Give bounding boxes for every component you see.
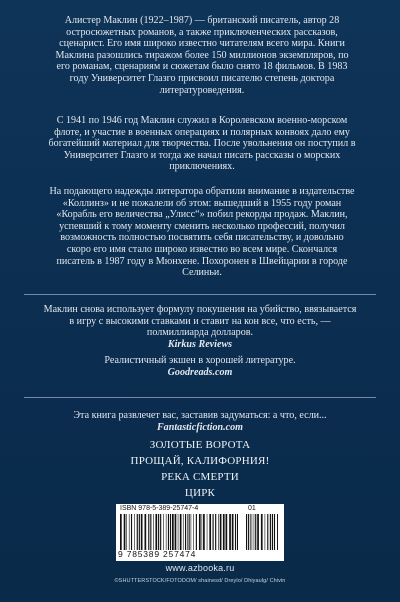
barcode-bar [267, 514, 268, 550]
barcode-bar [220, 514, 222, 550]
barcode-bar [209, 514, 211, 550]
bio-paragraph-3: На подающего надежды литератора обратили внимание в издательстве «Коллинз» и не пожалели об этом: вышедший в 1955 году роман «Корабль его величества „Улисс“» побил рекорды продаж. Маклин, успевший к тому моменту сменить несколько профессий, получил возможность полностью посвятить себя писательству, и довольно скоро его имя стало широко известно во всем мире. Скончался писатель в 1987 году в Мюнхене. Похоронен в Швейцарии в городе Селиньи. [49, 186, 355, 279]
barcode-bars [120, 514, 238, 550]
barcode-bar [141, 514, 143, 550]
barcode-bar [163, 514, 164, 550]
barcode-bar [145, 514, 147, 550]
barcode-bar [248, 514, 249, 550]
barcode-bar [158, 514, 159, 550]
barcode-bar [207, 514, 208, 550]
barcode-bar [193, 514, 194, 550]
barcode [116, 504, 284, 561]
barcode-bar [172, 514, 174, 550]
barcode-bar [232, 514, 234, 550]
barcode-bar [246, 514, 247, 550]
quote-source: Goodreads.com [167, 366, 233, 378]
barcode-bar [175, 514, 177, 550]
barcode-bar [254, 514, 255, 550]
barcode-bar [185, 514, 186, 550]
barcode-bar [148, 514, 149, 550]
barcode-bar [168, 514, 169, 550]
bio-paragraph-2: С 1941 по 1946 год Маклин служил в Королевском военно-морском флоте, и участие в военных операциях и полярных конвоях дало ему богатейший материал для творчества. После увольнения он поступил в Университет Глазго и тогда же начал писать рассказы о морских приключениях. [48, 115, 356, 173]
barcode-bar [235, 514, 236, 550]
barcode-bar [277, 514, 278, 550]
barcode-bar [166, 514, 167, 550]
review-quote-1 [40, 304, 360, 350]
barcode-bar [226, 514, 228, 550]
barcode-bar [252, 514, 253, 550]
barcode-bar [189, 514, 190, 550]
barcode-bar [129, 514, 130, 550]
review-quote-2 [40, 355, 360, 378]
barcode-bar [218, 514, 219, 550]
separator-line [24, 294, 376, 295]
barcode-bar [199, 514, 201, 550]
ean-digits: 9 785389 257474 [118, 549, 197, 559]
barcode-bar [170, 514, 171, 550]
barcode-bar [131, 514, 132, 550]
bio-paragraph-1: Алистер Маклин (1922–1987) — британский писатель, автор 28 остросюжетных романов, а также приключенческих рассказов, сценарист. Его имя широко известно читателям всего мира. Книги Маклина разошлись тиражом более 150 миллионов экземпляров, по его романам, сценариям и сюжетам было снято 18 фильмов. В 1983 году Университет Глазго присвоил писателю степень доктора литературоведения. [55, 15, 349, 96]
barcode-addon-bars [246, 514, 278, 550]
barcode-bar [196, 514, 197, 550]
barcode-bar [202, 514, 203, 550]
barcode-bar [265, 514, 266, 550]
review-quote-3 [40, 410, 360, 433]
quote-text: Реалистичный экшен в хорошей литературе. [104, 355, 296, 366]
barcode-bar [183, 514, 184, 550]
barcode-bar [270, 514, 271, 550]
barcode-bar [126, 514, 127, 550]
barcode-bar [120, 514, 122, 550]
barcode-bar [213, 514, 214, 550]
barcode-bar [137, 514, 138, 550]
quote-source: Fantasticfiction.com [156, 421, 244, 433]
barcode-addon-label: 01 [248, 505, 256, 512]
barcode-bar [124, 514, 126, 550]
barcode-bar [250, 514, 251, 550]
barcode-bar [255, 514, 256, 550]
separator-line [24, 397, 376, 398]
barcode-bar [272, 514, 273, 550]
barcode-bar [223, 514, 225, 550]
barcode-bar [180, 514, 182, 550]
isbn-label: ISBN 978-5-389-25747-4 [120, 505, 199, 512]
barcode-bar [178, 514, 179, 550]
barcode-bar [257, 514, 259, 550]
barcode-bar [134, 514, 135, 550]
barcode-bar [229, 514, 231, 550]
photo-credit: ©SHUTTERSTOCK/FOTODOM/ shainesd/ Dreylo/ Dhiyaulg/ Chivin [114, 578, 286, 584]
publisher-website[interactable]: www.azbooka.ru [165, 563, 235, 573]
quote-text: Маклин снова использует формулу покушения на убийство, ввязывается в игру с высокими ставками и ставит на кон все, что есть, — полмиллиарда долларов. [43, 304, 357, 339]
book-title: РЕКА СМЕРТИ [161, 471, 239, 483]
barcode-bar [155, 514, 157, 550]
book-title: ЗОЛОТЫЕ ВОРОТА [149, 439, 251, 451]
quote-source: Kirkus Reviews [167, 338, 233, 350]
barcode-bar [261, 514, 263, 550]
barcode-bar [187, 514, 188, 550]
barcode-bar [237, 514, 238, 550]
barcode-bar [153, 514, 154, 550]
quote-text: Эта книга развлечет вас, заставив задуматься: а что, если... [73, 410, 327, 421]
barcode-bar [215, 514, 216, 550]
barcode-bar [191, 514, 192, 550]
barcode-bar [160, 514, 161, 550]
barcode-bar [274, 514, 275, 550]
barcode-bar [150, 514, 151, 550]
barcode-bar [203, 514, 205, 550]
barcode-bar [139, 514, 140, 550]
book-title: ПРОЩАЙ, КАЛИФОРНИЯ! [130, 455, 270, 467]
book-title: ЦИРК [184, 487, 216, 499]
book-titles-list [0, 437, 400, 501]
